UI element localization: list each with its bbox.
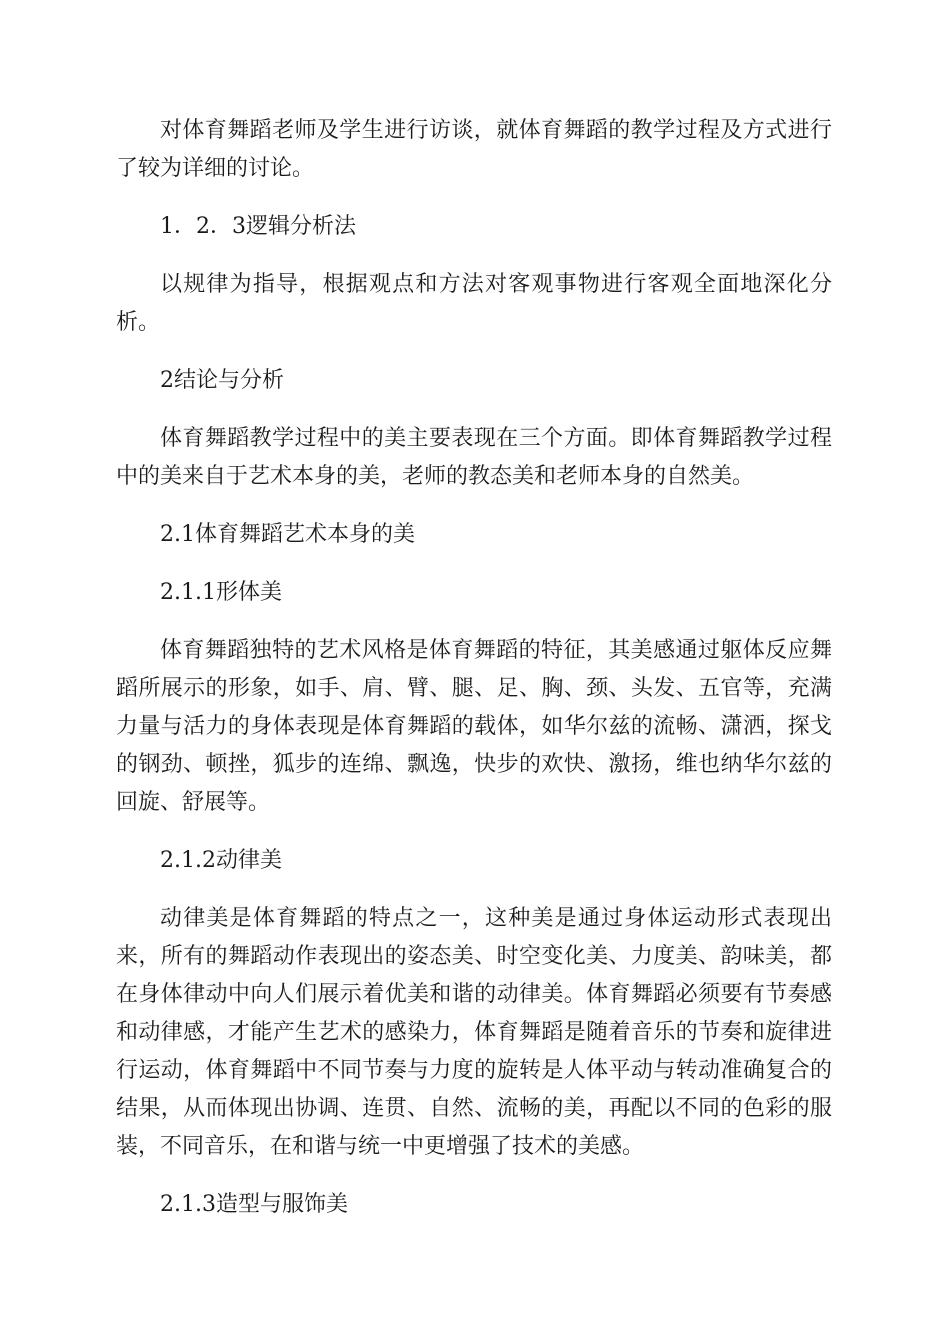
section-heading-2: 2结论与分析 bbox=[160, 368, 284, 393]
body-beauty-paragraph: 体育舞蹈独特的艺术风格是体育舞蹈的特征，其美感通过躯体反应舞蹈所展示的形象，如手、肩、臂、腿、足、胸、颈、头发、五官等，充满力量与活力的身体表现是体育舞蹈的载体，如华尔兹的流畅、潇洒，探戈的钢劲、顿挫，狐步的连绵、飘逸，快步的欢快、激扬，维也纳华尔兹的回旋、舒展等。 bbox=[116, 638, 832, 815]
interview-method-paragraph: 对体育舞蹈老师及学生进行访谈，就体育舞蹈的教学过程及方式进行了较为详细的讨论。 bbox=[116, 118, 832, 181]
section-heading-1-2-3: 1．2．3逻辑分析法 bbox=[160, 214, 356, 239]
conclusion-paragraph: 体育舞蹈教学过程中的美主要表现在三个方面。即体育舞蹈教学过程中的美来自于艺术本身的美，老师的教态美和老师本身的自然美。 bbox=[116, 426, 832, 489]
document-page bbox=[116, 112, 832, 1244]
rhythm-beauty-paragraph: 动律美是体育舞蹈的特点之一，这种美是通过身体运动形式表现出来，所有的舞蹈动作表现出的姿态美、时空变化美、力度美、韵味美，都在身体律动中向人们展示着优美和谐的动律美。体育舞蹈必须要有节奏感和动律感，才能产生艺术的感染力，体育舞蹈是随着音乐的节奏和旋律进行运动，体育舞蹈中不同节奏与力度的旋转是人体平动与转动准确复合的结果，从而体现出协调、连贯、自然、流畅的美，再配以不同的色彩的服装，不同音乐，在和谐与统一中更增强了技术的美感。 bbox=[116, 906, 832, 1159]
logic-analysis-paragraph: 以规律为指导，根据观点和方法对客观事物进行客观全面地深化分析。 bbox=[116, 272, 832, 335]
section-heading-2-1: 2.1体育舞蹈艺术本身的美 bbox=[160, 522, 415, 547]
section-heading-2-1-1: 2.1.1形体美 bbox=[160, 580, 282, 605]
section-heading-2-1-3: 2.1.3造型与服饰美 bbox=[160, 1192, 348, 1217]
section-heading-2-1-2: 2.1.2动律美 bbox=[160, 848, 282, 873]
